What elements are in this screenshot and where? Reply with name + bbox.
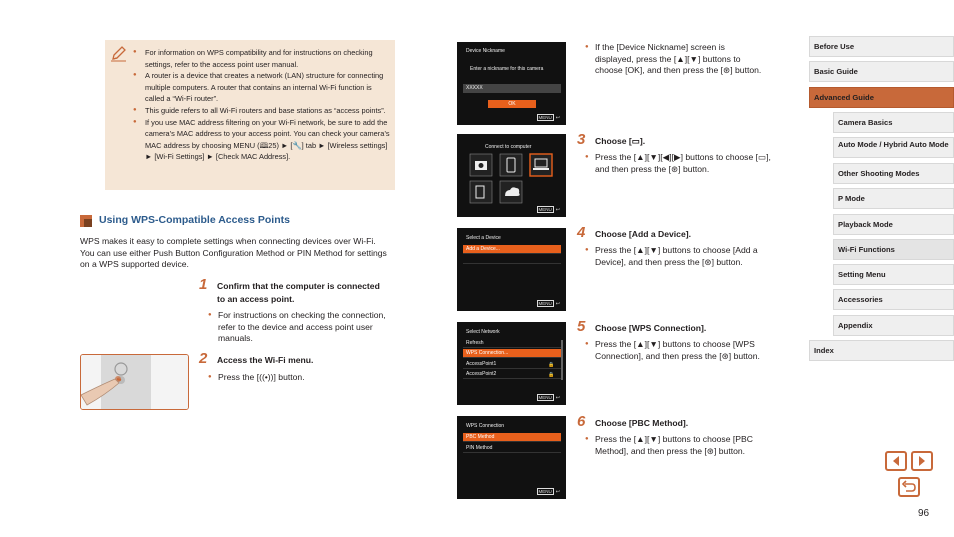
menu-row-selected: WPS Connection... [463, 349, 561, 358]
nav-accessories[interactable]: Accessories [833, 289, 954, 310]
screen-device-nickname [457, 42, 566, 125]
nav-wifi-functions[interactable]: Wi-Fi Functions [833, 239, 954, 260]
step-number: 6 [577, 413, 586, 430]
pencil-icon [110, 45, 128, 63]
next-page-button[interactable] [911, 451, 933, 471]
screen-select-network [457, 322, 566, 405]
nav-p-mode[interactable]: P Mode [833, 188, 954, 209]
nav-auto-mode[interactable]: Auto Mode / Hybrid Auto Mode [833, 137, 954, 158]
menu-row-selected: PBC Method [463, 433, 561, 442]
step-number: 3 [577, 131, 586, 148]
screen-select-device [457, 228, 566, 311]
step-title: Choose [PBC Method]. [595, 418, 689, 428]
section-title: Using WPS-Compatible Access Points [99, 214, 290, 226]
section-intro: WPS makes it easy to complete settings when connecting devices over Wi-Fi. You can use either Push Button Configuration Method or PIN Method for settings on a WPS supported device. [80, 236, 387, 270]
step-bullet: ● Press the [▲][▼] buttons to choose [WPS Connection], and then press the [⊛] button. [585, 339, 775, 362]
note-item: ● A router is a device that creates a network (LAN) structure for connecting multiple computers. A router that contains an internal Wi-Fi function is called a “Wi-Fi router”. [133, 70, 391, 105]
nav-other-shooting-modes[interactable]: Other Shooting Modes [833, 163, 954, 184]
nav-before-use[interactable]: Before Use [809, 36, 954, 57]
step-number: 1 [199, 276, 208, 293]
arrow-left-icon [887, 453, 905, 469]
lock-icon: 🔒 [548, 372, 555, 378]
step-bullet: ● Press the [▲][▼] buttons to choose [Add a Device], and then press the [⊛] button. [585, 245, 775, 268]
menu-row: AccessPoint1 [463, 360, 561, 369]
nav-basic-guide[interactable]: Basic Guide [809, 61, 954, 82]
lock-icon: 🔒 [548, 362, 555, 368]
screen-title: Connect to computer [485, 144, 532, 150]
screen-title: Select a Device [466, 235, 501, 241]
menu-back-badge: MENU ↩ [538, 207, 560, 213]
step-title: Choose [▭]. [595, 136, 646, 146]
menu-back-badge: MENU ↩ [538, 395, 560, 401]
step-title: Access the Wi-Fi menu. [217, 355, 314, 365]
screen-title: Select Network [466, 329, 500, 335]
step-bullet: ● If the [Device Nickname] screen is displayed, press the [▲][▼] buttons to choose [OK], and then press the [⊛] button. [585, 42, 765, 77]
screen-wps-connection [457, 416, 566, 499]
camera-button-photo [80, 354, 189, 410]
step-bullet: ● Press the [▲][▼] buttons to choose [PBC Method], and then press the [⊛] button. [585, 434, 775, 457]
connection-target-icons [469, 153, 555, 205]
menu-row: AccessPoint2 [463, 370, 561, 379]
prev-page-button[interactable] [885, 451, 907, 471]
menu-back-badge: MENU ↩ [538, 489, 560, 495]
step-title: Choose [WPS Connection]. [595, 323, 707, 333]
arrow-right-icon [913, 453, 931, 469]
menu-back-badge: MENU ↩ [538, 301, 560, 307]
step-title: Choose [Add a Device]. [595, 229, 691, 239]
nav-camera-basics[interactable]: Camera Basics [833, 112, 954, 133]
step-number: 5 [577, 318, 586, 335]
return-icon [900, 479, 918, 495]
note-list [133, 47, 391, 163]
ok-button: OK [488, 100, 536, 108]
menu-row-selected: Add a Device... [463, 245, 561, 254]
section-marker-icon [80, 215, 92, 227]
nav-index[interactable]: Index [809, 340, 954, 361]
note-item: ● For information on WPS compatibility and for instructions on checking settings, refer to the access point user manual. [133, 47, 391, 70]
step-number: 4 [577, 224, 586, 241]
screen-title: WPS Connection [466, 423, 505, 429]
nav-playback-mode[interactable]: Playback Mode [833, 214, 954, 235]
screen-prompt: Enter a nickname for this camera [470, 66, 544, 72]
menu-row: PIN Method [463, 444, 561, 453]
nav-appendix[interactable]: Appendix [833, 315, 954, 336]
note-item: ● This guide refers to all Wi-Fi routers and base stations as “access points”. [133, 105, 391, 117]
step-bullet: ● For instructions on checking the connection, refer to the device and access point user manuals. [208, 310, 388, 345]
menu-row: Refresh [463, 339, 561, 348]
page-number: 96 [918, 508, 930, 519]
screen-connect-computer [457, 134, 566, 217]
nav-advanced-guide[interactable]: Advanced Guide [809, 87, 954, 108]
nickname-field: XXXXX [463, 84, 561, 93]
screen-title: Device Nickname [466, 48, 505, 54]
menu-back-badge: MENU ↩ [538, 115, 560, 121]
note-item: ● If you use MAC address filtering on your Wi-Fi network, be sure to add the camera’s MAC address to your access point. You can check your camera’s MAC address by choosing MENU (🕮25) ► [🔧] tab ► [Wireless settings] ► [Wi-Fi Settings] ► [Check MAC Address]. [133, 117, 391, 163]
camera-hand-illustration [81, 355, 189, 410]
menu-row-empty [463, 255, 561, 264]
nav-setting-menu[interactable]: Setting Menu [833, 264, 954, 285]
step-number: 2 [199, 350, 208, 367]
step-bullet: ● Press the [((•))] button. [208, 372, 388, 384]
scrollbar [561, 340, 563, 380]
step-title: Confirm that the computer is connected to an access point. [217, 281, 380, 304]
step-bullet: ● Press the [▲][▼][◀][▶] buttons to choose [▭], and then press the [⊛] button. [585, 152, 775, 175]
return-button[interactable] [898, 477, 920, 497]
